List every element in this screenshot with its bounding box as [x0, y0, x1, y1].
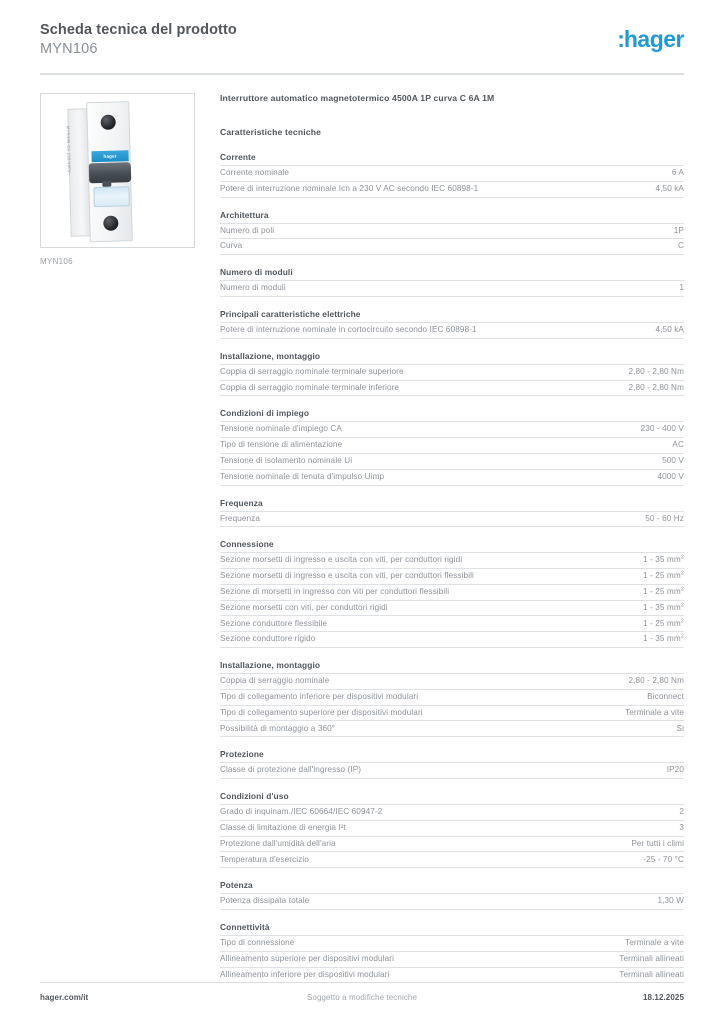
spec-value-text: 1 - 25 mm [643, 586, 681, 596]
table-row [220, 616, 684, 632]
table-row [220, 705, 684, 721]
spec-value: C [677, 241, 684, 251]
table-row [220, 281, 684, 297]
spec-table [220, 223, 684, 256]
spec-section-title: Numero di moduli [220, 267, 293, 278]
spec-section-title: Condizioni di impiego [220, 408, 310, 419]
spec-value: Terminali allineati [619, 969, 684, 979]
spec-label: Corrente nominale [220, 168, 290, 178]
terminal-hole-top-icon [101, 115, 116, 130]
spec-value: Per tutti i climi [631, 838, 684, 848]
footer-row [40, 993, 684, 1002]
spec-value [609, 616, 684, 632]
spec-value: 6 A [671, 168, 684, 178]
spec-value-superscript: 2 [680, 554, 684, 561]
table-row [220, 600, 684, 616]
spec-value: 1P [673, 225, 684, 235]
table-row [220, 364, 684, 380]
spec-value: IP20 [666, 765, 684, 775]
footer-divider [40, 982, 684, 983]
spec-value: Biconnect [647, 691, 684, 701]
spec-label: Potere di interruzione nominale Icn a 230 V AC secondo IEC 60898-1 [220, 183, 479, 193]
spec-label: Tipo di collegamento superiore per dispositivi modulari [220, 707, 423, 717]
spec-section-title: Connettività [220, 922, 270, 933]
spec-value-text: 1 - 35 mm [643, 602, 681, 612]
spec-value: 500 V [662, 456, 684, 465]
spec-label: Temperatura d'esercizio [220, 854, 309, 864]
breaker-brand-text: hager [103, 153, 117, 159]
spec-label: Sezione di morsetti in ingresso con viti per conduttori flessibili [220, 586, 450, 596]
table-row [220, 453, 684, 469]
page-title: Scheda tecnica del prodotto [40, 22, 237, 38]
spec-table [220, 322, 684, 339]
table-row [220, 936, 684, 952]
footer-website-link[interactable]: hager.com/it [40, 993, 89, 1002]
spec-label: Numero di poli [220, 225, 275, 235]
table-row [220, 632, 684, 648]
product-image-column [40, 93, 205, 996]
spec-label: Tensione di isolamento nominale Ui [220, 456, 353, 465]
spec-section [220, 660, 684, 737]
table-row [220, 239, 684, 255]
spec-section [220, 749, 684, 779]
spec-table [220, 762, 684, 779]
spec-section [220, 210, 684, 256]
specifications-column [205, 93, 684, 996]
spec-label: Tipo di connessione [220, 938, 295, 948]
product-image-frame [40, 93, 195, 248]
page-header [40, 0, 684, 59]
breaker-front-body [86, 101, 133, 242]
spec-value: 4,50 kA [655, 183, 684, 193]
breaker-side-label: MYN106 C6 230/400V~ [65, 125, 73, 176]
spec-section [220, 791, 684, 868]
spec-value: 1 [679, 283, 684, 293]
spec-section-title: Connessione [220, 539, 274, 550]
spec-section [220, 152, 684, 198]
table-row [220, 422, 684, 438]
spec-value: Terminale a vite [625, 938, 684, 948]
spec-section-title: Architettura [220, 209, 269, 220]
breaker-toggle-lever [89, 162, 132, 183]
spec-value: 230 - 400 V [640, 424, 684, 434]
spec-table [220, 673, 684, 737]
spec-label: Tensione nominale di tenuta d'impulso Uimp [220, 471, 385, 481]
spec-label: Numero di moduli [220, 283, 286, 293]
spec-section [220, 539, 684, 648]
spec-value [609, 553, 684, 569]
spec-section [220, 880, 684, 910]
spec-label: Classe di limitazione di energia I²t [220, 822, 347, 832]
spec-section-title: Potenza [220, 880, 253, 891]
spec-section [220, 408, 684, 485]
spec-label: Sezione morsetti di ingresso e uscita con viti, per conduttori flessibili [220, 571, 474, 581]
breaker-brand-strip [91, 150, 128, 162]
technical-characteristics-heading: Caratteristiche tecniche [220, 126, 322, 137]
spec-value: 2,80 - 2,80 Nm [628, 382, 684, 392]
header-titles [40, 22, 237, 59]
spec-section-title: Frequenza [220, 497, 263, 508]
spec-table [220, 511, 684, 528]
table-row [220, 223, 684, 239]
spec-label: Classe di protezione dall'ingresso (IP) [220, 765, 362, 775]
spec-label: Allineamento superiore per dispositivi modulari [220, 953, 394, 963]
spec-label: Protezione dall'umidità dell'aria [220, 838, 336, 848]
spec-label: Potenza dissipata totale [220, 896, 310, 906]
spec-label: Sezione conduttore flessibile [220, 618, 328, 628]
page-body [40, 75, 684, 996]
spec-section [220, 351, 684, 397]
terminal-hole-bottom-icon [103, 215, 118, 230]
logo-text: hager [623, 26, 684, 52]
circuit-breaker-illustration [67, 101, 133, 243]
table-row [220, 967, 684, 983]
spec-section-title: Principali caratteristiche elettriche [220, 308, 361, 319]
specification-sections [220, 152, 684, 984]
spec-value: -25 - 70 °C [643, 854, 684, 864]
spec-value-superscript: 2 [680, 633, 684, 640]
spec-section [220, 498, 684, 528]
spec-label: Possibilità di montaggio a 360° [220, 723, 336, 733]
spec-label: Allineamento inferiore per dispositivi modulari [220, 969, 390, 979]
table-row [220, 584, 684, 600]
spec-label: Sezione conduttore rigido [220, 634, 316, 644]
spec-label: Tipo di tensione di alimentazione [220, 440, 343, 450]
spec-table [220, 552, 684, 648]
spec-section-title: Corrente [220, 151, 256, 162]
spec-value: 3 [679, 822, 684, 832]
table-row [220, 165, 684, 181]
product-reference: MYN106 [40, 40, 98, 57]
spec-table [220, 165, 684, 198]
spec-table [220, 421, 684, 485]
table-row [220, 689, 684, 705]
logo-colon: : [617, 26, 624, 52]
table-row [220, 181, 684, 197]
table-row [220, 674, 684, 690]
spec-value: Terminale a vite [625, 707, 684, 717]
spec-value-superscript: 2 [680, 570, 684, 577]
table-row [220, 805, 684, 821]
spec-value-text: 1 - 35 mm [643, 555, 681, 565]
table-row [220, 721, 684, 737]
spec-value: 2,80 - 2,80 Nm [628, 366, 684, 376]
spec-value-text: 1 - 25 mm [643, 618, 681, 628]
spec-label: Sezione morsetti di ingresso e uscita con viti, per conduttori rigidi [220, 555, 463, 565]
spec-section [220, 267, 684, 297]
table-row [220, 951, 684, 967]
spec-value: Si [676, 723, 684, 733]
hager-logo [617, 22, 684, 53]
spec-section-title: Condizioni d'uso [220, 791, 289, 802]
table-row [220, 852, 684, 868]
spec-value [609, 600, 684, 616]
spec-section [220, 309, 684, 339]
spec-label: Coppia di serraggio nominale terminale superiore [220, 366, 404, 376]
spec-value-text: 1 - 25 mm [643, 571, 681, 581]
spec-label: Potere di interruzione nominale in cortocircuito secondo IEC 60898-1 [220, 325, 477, 335]
breaker-indicator-window [93, 186, 130, 207]
table-row [220, 322, 684, 338]
spec-value: Terminali allineati [619, 953, 684, 963]
table-row [220, 836, 684, 852]
spec-value-superscript: 2 [680, 602, 684, 609]
spec-value [609, 584, 684, 600]
table-row [220, 553, 684, 569]
spec-section [220, 922, 684, 983]
spec-value: AC [672, 440, 684, 450]
spec-label: Grado di inquinam./IEC 60664/IEC 60947-2 [220, 807, 383, 817]
spec-label: Tipo di collegamento inferiore per dispositivi modulari [220, 691, 419, 701]
footer-disclaimer: Soggetto a modifiche tecniche [306, 993, 418, 1002]
spec-label: Coppia di serraggio nominale [220, 676, 330, 686]
spec-value: 4000 V [657, 471, 684, 481]
footer-date: 18.12.2025 [642, 993, 685, 1002]
spec-label: Coppia di serraggio nominale terminale inferiore [220, 382, 400, 392]
spec-label: Tensione nominale d'impiego CA [220, 424, 342, 434]
spec-table [220, 893, 684, 910]
spec-section-title: Protezione [220, 749, 264, 760]
table-row [220, 380, 684, 396]
spec-section-title: Installazione, montaggio [220, 660, 321, 671]
table-row [220, 438, 684, 454]
spec-value: 1,30 W [657, 896, 684, 906]
spec-value [609, 632, 684, 648]
page-footer [40, 982, 684, 1002]
spec-section-title: Installazione, montaggio [220, 350, 321, 361]
spec-label: Curva [220, 241, 243, 251]
spec-value: 2 [679, 807, 684, 817]
spec-label: Sezione morsetti con viti, per conduttori rigidi [220, 602, 388, 612]
table-row [220, 511, 684, 527]
table-row [220, 569, 684, 585]
table-row [220, 894, 684, 910]
spec-value-superscript: 2 [680, 617, 684, 624]
spec-value: 50 - 60 Hz [645, 513, 684, 523]
spec-table [220, 364, 684, 397]
spec-value [609, 569, 684, 585]
product-description: Interruttore automatico magnetotermico 4500A 1P curva C 6A 1M [220, 92, 495, 103]
table-row [220, 820, 684, 836]
spec-value: 2,80 - 2,80 Nm [628, 676, 684, 686]
spec-value-superscript: 2 [680, 586, 684, 593]
spec-table [220, 804, 684, 868]
spec-value: 4,50 kA [655, 325, 684, 335]
product-image-caption: MYN106 [40, 256, 73, 266]
spec-label: Frequenza [220, 513, 261, 523]
spec-table [220, 280, 684, 297]
spec-value-text: 1 - 35 mm [643, 634, 681, 644]
spec-table [220, 935, 684, 983]
table-row [220, 763, 684, 779]
table-row [220, 469, 684, 485]
